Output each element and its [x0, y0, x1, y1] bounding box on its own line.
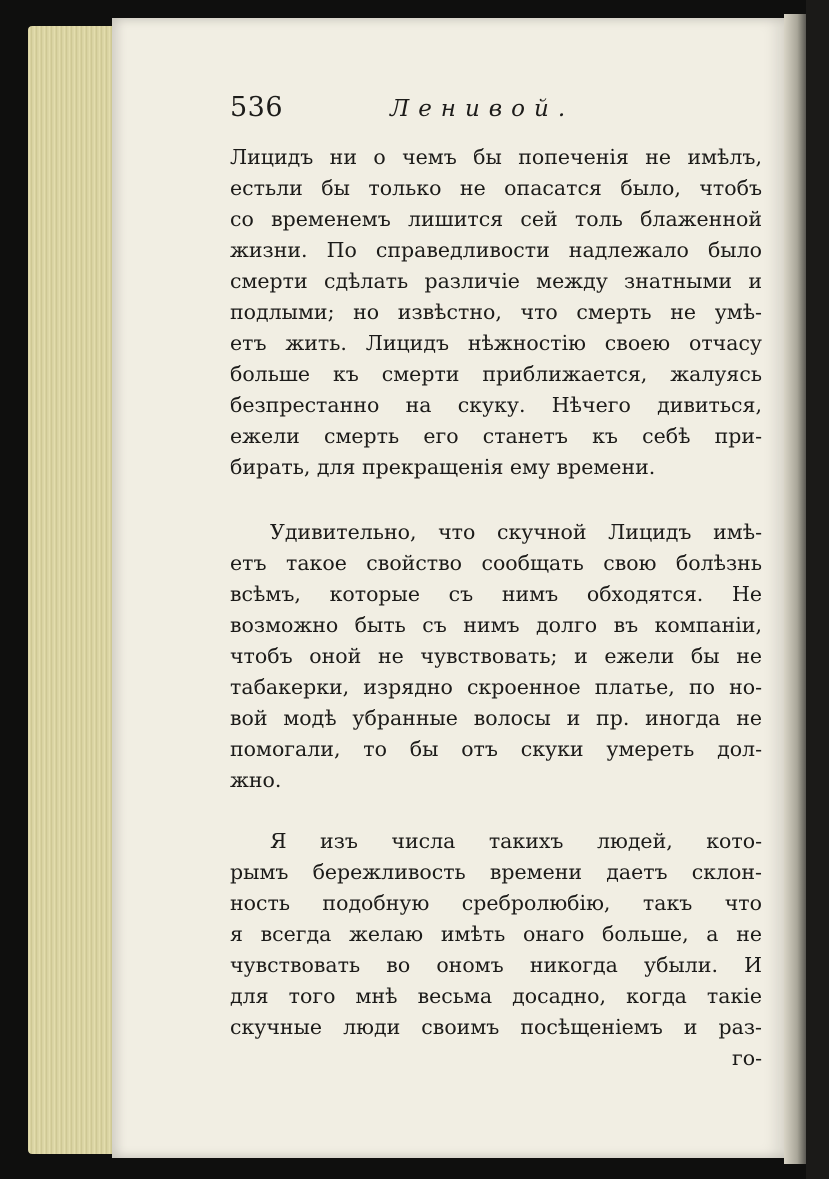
book-gutter [806, 0, 829, 1179]
text-line: бирать, для прекращенія ему времени. [230, 455, 656, 479]
text-line: естьли бы только не опасатся было, чтобъ [230, 176, 762, 200]
paragraph-2 [230, 517, 762, 796]
catchword: го- [731, 1046, 762, 1070]
text-line: возможно быть съ нимъ долго въ компаніи, [230, 613, 762, 637]
paragraph-3 [230, 826, 762, 1043]
facing-page-edge [784, 14, 806, 1164]
text-line: скучные люди своимъ посѣщеніемъ и раз- [230, 1015, 762, 1039]
text-line: ность подобную сребролюбію, такъ что [230, 891, 762, 915]
text-line: для того мнѣ весьма досадно, когда такіе [230, 984, 762, 1008]
text-line: больше къ смерти приближается, жалуясь [230, 362, 762, 386]
text-line: подлыми; но извѣстно, что смерть не умѣ- [230, 300, 762, 324]
text-line: ежели смерть его станетъ къ себѣ при- [230, 424, 762, 448]
page-body [230, 142, 762, 1074]
text-line: жизни. По справедливости надлежало было [230, 238, 762, 262]
text-line: рымъ бережливость времени даетъ склон- [230, 860, 762, 884]
text-line: смерти сдѣлать различіе между знатными и [230, 269, 762, 293]
text-line: Удивительно, что скучной Лицидъ имѣ- [270, 520, 762, 544]
text-line: всѣмъ, которые съ нимъ обходятся. Не [230, 582, 762, 606]
text-line: табакерки, изрядно скроенное платье, по но- [230, 675, 762, 699]
paragraph-1 [230, 142, 762, 483]
text-line: помогали, то бы отъ скуки умереть дол- [230, 737, 762, 761]
text-line: Я изъ числа такихъ людей, кото- [270, 829, 762, 853]
page-number: 536 [230, 92, 284, 123]
text-line: Лицидъ ни о чемъ бы попеченія не имѣлъ, [230, 145, 762, 169]
text-line: етъ жить. Лицидъ нѣжностію своею отчасу [230, 331, 762, 355]
text-line: я всегда желаю имѣть онаго больше, а не [230, 922, 762, 946]
text-line: чтобъ оной не чувствовать; и ежели бы не [230, 644, 762, 668]
page-header [230, 92, 670, 132]
text-line: жно. [230, 768, 282, 792]
text-line: етъ такое свойство сообщать свою болѣзнь [230, 551, 762, 575]
text-line: безпрестанно на скуку. Нѣчего дивиться, [230, 393, 762, 417]
text-line: со временемъ лишится сей толь блаженной [230, 207, 762, 231]
running-title: Ленивой. [390, 96, 575, 122]
text-line: чувствовать во ономъ никогда убыли. И [230, 953, 762, 977]
book-page-edges [28, 26, 120, 1154]
text-line: вой модѣ убранные волосы и пр. иногда не [230, 706, 762, 730]
